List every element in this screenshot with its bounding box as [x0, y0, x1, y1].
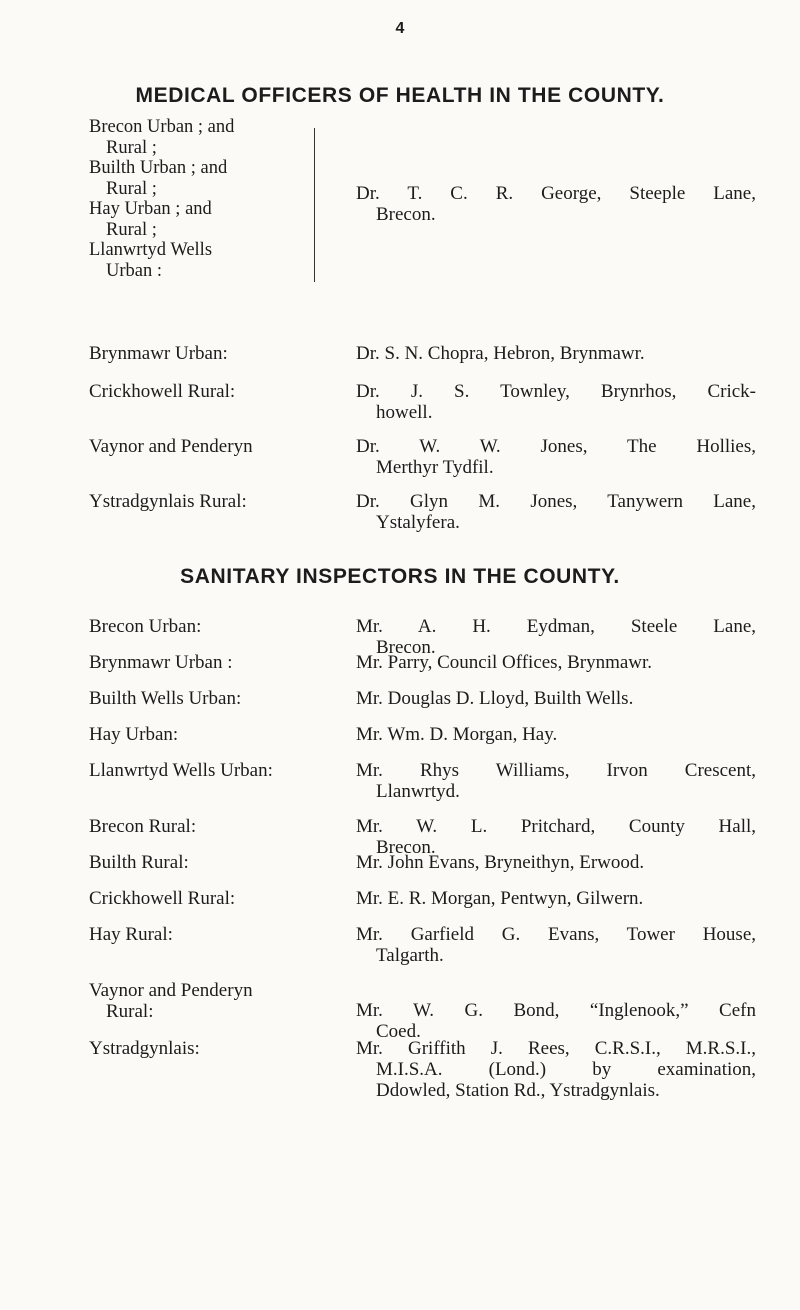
sanitary-row-label: [89, 924, 173, 945]
medical-group-value: [356, 183, 756, 225]
entry-line: Mr. A. H. Eydman, Steele Lane,: [356, 616, 756, 637]
entry-line: Coed.: [376, 1021, 421, 1042]
medical-group-labels: [89, 117, 329, 281]
entry-line: Mr. John Evans, Bryneithyn, Erwood.: [356, 852, 645, 873]
group-label: Llanwrtyd Wells: [89, 240, 213, 260]
group-label: Brecon Urban ; and: [89, 117, 235, 137]
medical-row-label: Crickhowell Rural:: [89, 381, 236, 402]
group-label: Urban :: [106, 260, 162, 281]
label-line: Brecon Urban:: [89, 616, 202, 637]
entry-line: Llanwrtyd.: [376, 781, 460, 802]
group-label: Rural ;: [106, 137, 157, 158]
label-line: Hay Rural:: [89, 924, 173, 945]
label-line: Rural:: [106, 1001, 154, 1022]
sanitary-row-label: [89, 852, 189, 873]
sanitary-row-value: [356, 760, 756, 802]
medical-row-label: Brynmawr Urban:: [89, 343, 228, 364]
sanitary-row-label: [89, 616, 201, 637]
medical-row-value: [356, 381, 756, 423]
entry-line: Merthyr Tydfil.: [376, 457, 494, 478]
entry-line: Mr. E. R. Morgan, Pentwyn, Gilwern.: [356, 888, 644, 909]
grouping-bracket: [304, 128, 315, 282]
entry-line: Mr. Wm. D. Morgan, Hay.: [356, 724, 558, 745]
medical-row-label: Vaynor and Penderyn: [89, 436, 253, 457]
entry-line: howell.: [376, 402, 433, 423]
sanitary-row-value: [356, 724, 756, 745]
sanitary-row-label: [89, 1038, 200, 1059]
entry-line: Mr. Griffith J. Rees, C.R.S.I., M.R.S.I.,: [356, 1038, 756, 1059]
sanitary-row-value: [356, 1038, 756, 1101]
label-line: Vaynor and Penderyn: [89, 980, 253, 1001]
sanitary-row-label: [89, 816, 196, 837]
sanitary-row-label: [89, 652, 233, 673]
entry-line: Ddowled, Station Rd., Ystradgynlais.: [376, 1080, 660, 1101]
sanitary-row-value: [356, 924, 756, 966]
entry-line: Ystalyfera.: [376, 512, 460, 533]
label-line: Ystradgynlais:: [89, 1038, 200, 1059]
sanitary-row-value: [356, 1000, 756, 1042]
sanitary-row-value: [356, 688, 756, 709]
sanitary-row-value: [356, 888, 756, 909]
entry-line: Dr. J. S. Townley, Brynrhos, Crick-: [356, 381, 756, 402]
entry-line: Brecon.: [376, 637, 436, 658]
label-line: Builth Wells Urban:: [89, 688, 242, 709]
entry-line: M.I.S.A. (Lond.) by examination,: [376, 1059, 756, 1080]
entry-line: Mr. W. G. Bond, “Inglenook,” Cefn: [356, 1000, 756, 1021]
sanitary-row-label: [89, 688, 241, 709]
medical-officers-heading: MEDICAL OFFICERS OF HEALTH IN THE COUNTY.: [135, 84, 665, 107]
sanitary-row-label: [89, 980, 253, 1022]
group-label: Rural ;: [106, 219, 157, 240]
label-line: Crickhowell Rural:: [89, 888, 236, 909]
sanitary-row-label: [89, 888, 235, 909]
label-line: Hay Urban:: [89, 724, 179, 745]
entry-line: Talgarth.: [376, 945, 444, 966]
sanitary-inspectors-heading: SANITARY INSPECTORS IN THE COUNTY.: [180, 565, 620, 588]
page-number: 4: [395, 20, 405, 37]
entry-line: Brecon.: [376, 204, 436, 225]
entry-line: Dr. T. C. R. George, Steeple Lane,: [356, 183, 756, 204]
entry-line: Mr. Parry, Council Offices, Brynmawr.: [356, 652, 653, 673]
entry-line: Dr. S. N. Chopra, Hebron, Brynmawr.: [356, 343, 645, 364]
group-label: Builth Urban ; and: [89, 158, 228, 178]
entry-line: Mr. W. L. Pritchard, County Hall,: [356, 816, 756, 837]
sanitary-row-value: [356, 652, 756, 673]
medical-row-value: [356, 491, 756, 533]
label-line: Brynmawr Urban :: [89, 652, 233, 673]
group-label: Rural ;: [106, 178, 157, 199]
entry-line: Dr. W. W. Jones, The Hollies,: [356, 436, 756, 457]
group-label: Hay Urban ; and: [89, 199, 212, 219]
label-line: Brecon Rural:: [89, 816, 197, 837]
entry-line: Mr. Rhys Williams, Irvon Crescent,: [356, 760, 756, 781]
sanitary-row-label: [89, 760, 273, 781]
sanitary-row-value: [356, 852, 756, 873]
label-line: Llanwrtyd Wells Urban:: [89, 760, 273, 781]
medical-row-label: Ystradgynlais Rural:: [89, 491, 247, 512]
sanitary-row-label: [89, 724, 178, 745]
entry-line: Dr. Glyn M. Jones, Tanywern Lane,: [356, 491, 756, 512]
entry-line: Brecon.: [376, 837, 436, 858]
medical-row-value: [356, 343, 756, 364]
entry-line: Mr. Garfield G. Evans, Tower House,: [356, 924, 756, 945]
entry-line: Mr. Douglas D. Lloyd, Builth Wells.: [356, 688, 634, 709]
label-line: Builth Rural:: [89, 852, 189, 873]
medical-row-value: [356, 436, 756, 478]
